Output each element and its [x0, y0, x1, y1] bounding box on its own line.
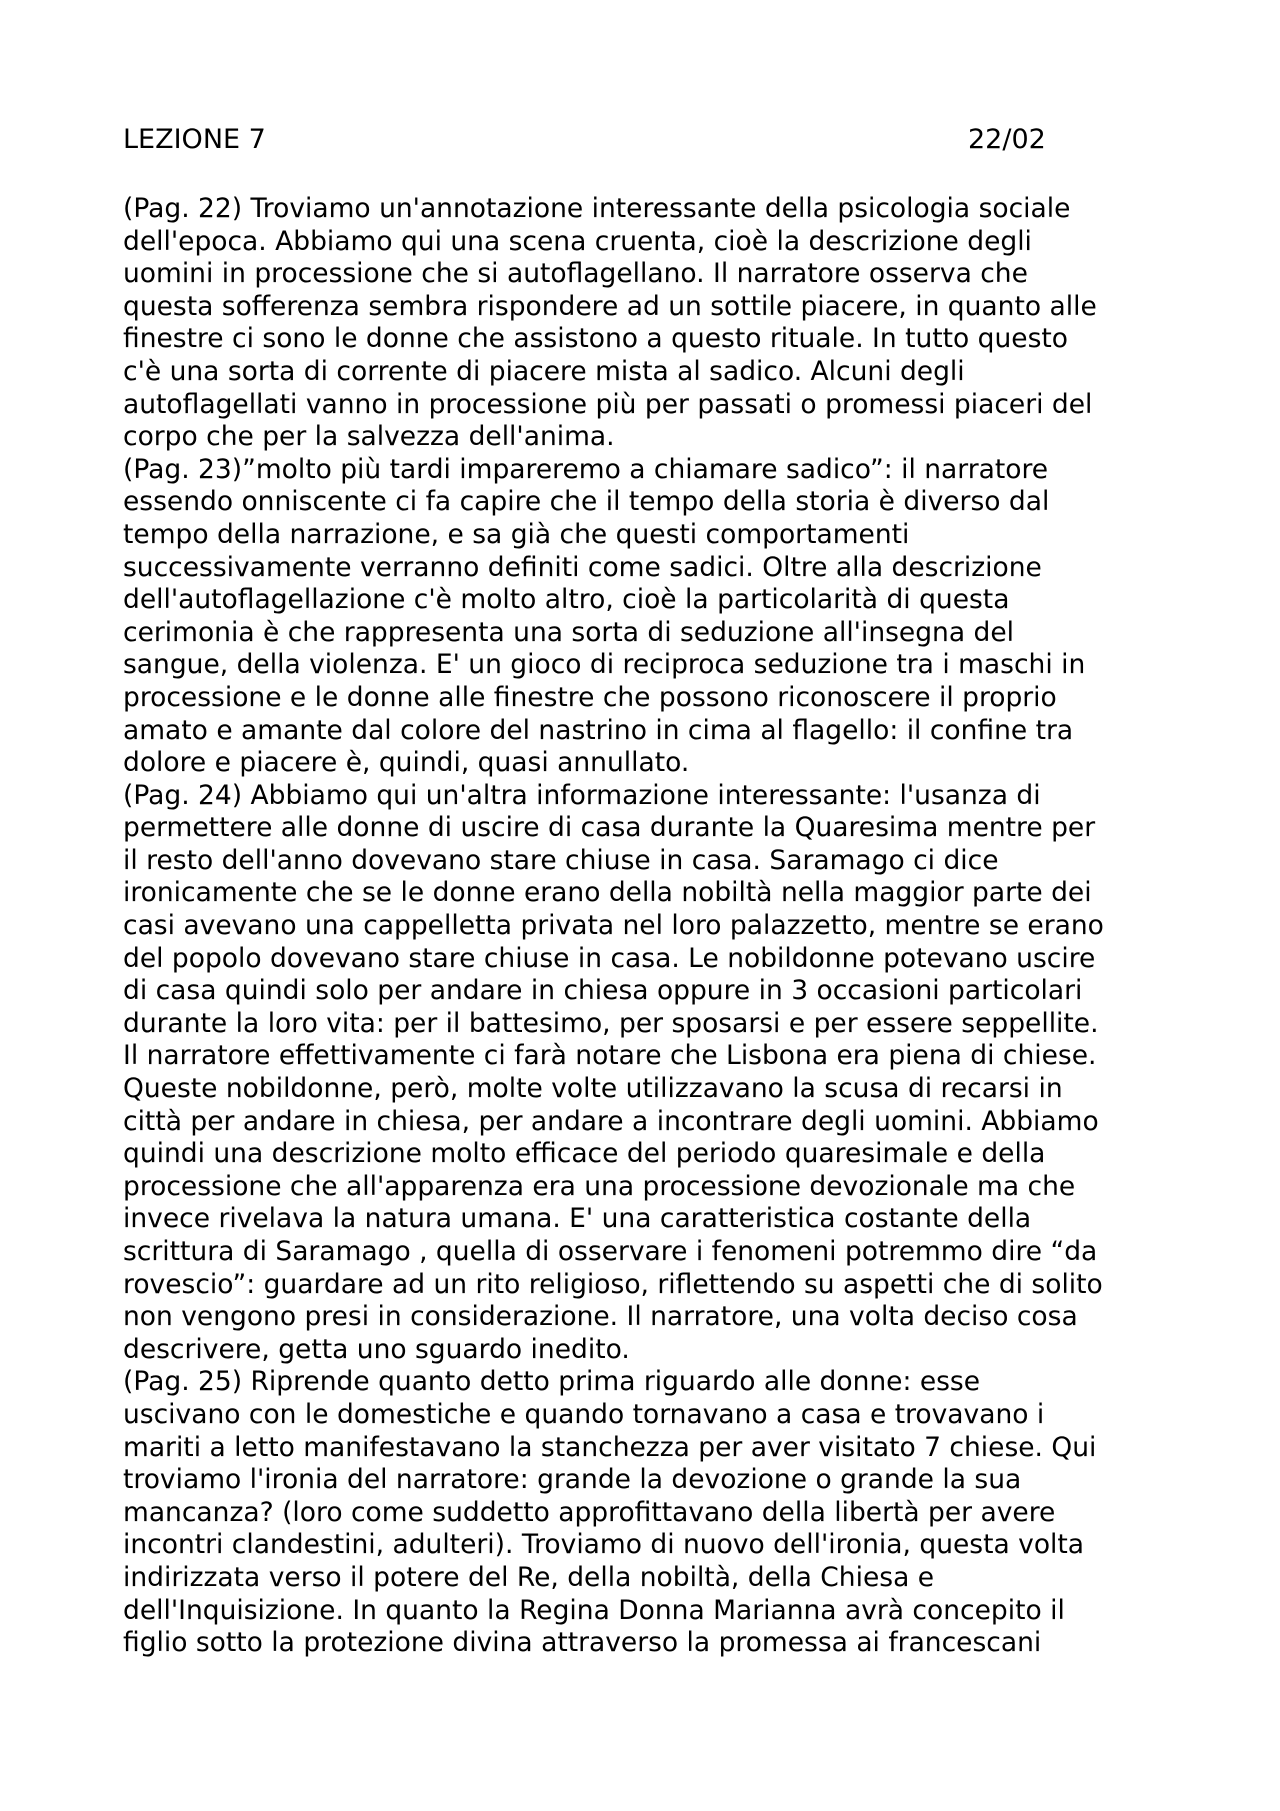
text-line: (Pag. 25) Riprende quanto detto prima riguardo alle donne: esse — [123, 1366, 981, 1398]
text-line: dell'Inquisizione. In quanto la Regina Donna Marianna avrà concepito il — [123, 1594, 1065, 1626]
text-line: dell'epoca. Abbiamo qui una scena cruenta, cioè la descrizione degli — [123, 225, 1032, 257]
text-line: c'è una sorta di corrente di piacere mista al sadico. Alcuni degli — [123, 355, 965, 387]
text-line: dolore e piacere è, quindi, quasi annullato. — [123, 747, 690, 779]
text-line: indirizzata verso il potere del Re, della nobiltà, della Chiesa e — [123, 1561, 935, 1593]
text-line: amato e amante dal colore del nastrino in cima al flagello: il confine tra — [123, 714, 1074, 746]
text-line: troviamo l'ironia del narratore: grande la devozione o grande la sua — [123, 1464, 1022, 1496]
text-line: incontri clandestini, adulteri). Troviamo di nuovo dell'ironia, questa volta — [123, 1529, 1085, 1561]
text-line: processione che all'apparenza era una processione devozionale ma che — [123, 1170, 1076, 1202]
text-line: rovescio”: guardare ad un rito religioso, riflettendo su aspetti che di solito — [123, 1268, 1103, 1300]
text-line: mancanza? (loro come suddetto approfittavano della libertà per avere — [123, 1496, 1056, 1528]
text-line: non vengono presi in considerazione. Il narratore, una volta deciso cosa — [123, 1301, 1078, 1333]
text-line: tempo della narrazione, e sa già che questi comportamenti — [123, 518, 910, 550]
text-line: (Pag. 23)”molto più tardi impareremo a chiamare sadico”: il narratore — [123, 453, 1049, 485]
text-line: corpo che per la salvezza dell'anima. — [123, 421, 615, 453]
text-line: dell'autoflagellazione c'è molto altro, cioè la particolarità di questa — [123, 584, 1010, 616]
text-line: del popolo dovevano stare chiuse in casa. Le nobildonne potevano uscire — [123, 942, 1096, 974]
text-line: questa sofferenza sembra rispondere ad un sottile piacere, in quanto alle — [123, 290, 1097, 322]
text-line: uomini in processione che si autoflagellano. Il narratore osserva che — [123, 258, 1028, 290]
text-line: successivamente verranno definiti come sadici. Oltre alla descrizione — [123, 551, 1042, 583]
text-line: invece rivelava la natura umana. E' una caratteristica costante della — [123, 1203, 1032, 1235]
text-line: permettere alle donne di uscire di casa durante la Quaresima mentre per — [123, 812, 1096, 844]
text-line: (Pag. 22) Troviamo un'annotazione interessante della psicologia sociale — [123, 193, 1071, 224]
text-line: cerimonia è che rappresenta una sorta di seduzione all'insegna del — [123, 616, 1014, 648]
text-line: ironicamente che se le donne erano della nobiltà nella maggior parte dei — [123, 877, 1092, 909]
text-line: autoflagellati vanno in processione più per passati o promessi piaceri del — [123, 388, 1093, 420]
text-line: descrivere, getta uno sguardo inedito. — [123, 1333, 630, 1365]
lesson-title: LEZIONE 7 — [123, 124, 266, 155]
text-line: scrittura di Saramago , quella di osservare i fenomeni potremmo dire “da — [123, 1236, 1098, 1267]
text-line: (Pag. 24) Abbiamo qui un'altra informazione interessante: l'usanza di — [123, 779, 1041, 811]
text-line: il resto dell'anno dovevano stare chiuse in casa. Saramago ci dice — [123, 844, 999, 876]
text-line: processione e le donne alle finestre che possono riconoscere il proprio — [123, 681, 1057, 713]
text-line: casi avevano una cappelletta privata nel loro palazzetto, mentre se erano — [123, 910, 1104, 942]
lesson-date: 22/02 — [968, 124, 1046, 155]
text-line: essendo onniscente ci fa capire che il tempo della storia è diverso dal — [123, 486, 1050, 518]
text-line: di casa quindi solo per andare in chiesa oppure in 3 occasioni particolari — [123, 975, 1083, 1007]
text-line: città per andare in chiesa, per andare a incontrare degli uomini. Abbiamo — [123, 1105, 1099, 1137]
text-line: Queste nobildonne, però, molte volte utilizzavano la scusa di recarsi in — [123, 1073, 1063, 1105]
text-line: figlio sotto la protezione divina attraverso la promessa ai francescani — [123, 1627, 1042, 1659]
text-line: sangue, della violenza. E' un gioco di reciproca seduzione tra i maschi in — [123, 649, 1086, 681]
text-line: uscivano con le domestiche e quando tornavano a casa e trovavano i — [123, 1398, 1045, 1430]
text-line: durante la loro vita: per il battesimo, per sposarsi e per essere seppellite. — [123, 1007, 1099, 1039]
text-line: mariti a letto manifestavano la stanchezza per aver visitato 7 chiese. Qui — [123, 1431, 1097, 1463]
text-line: quindi una descrizione molto efficace del periodo quaresimale e della — [123, 1138, 1046, 1170]
text-line: Il narratore effettivamente ci farà notare che Lisbona era piena di chiese. — [123, 1040, 1097, 1072]
text-line: finestre ci sono le donne che assistono a questo rituale. In tutto questo — [123, 323, 1069, 355]
body-text — [123, 193, 1163, 1660]
